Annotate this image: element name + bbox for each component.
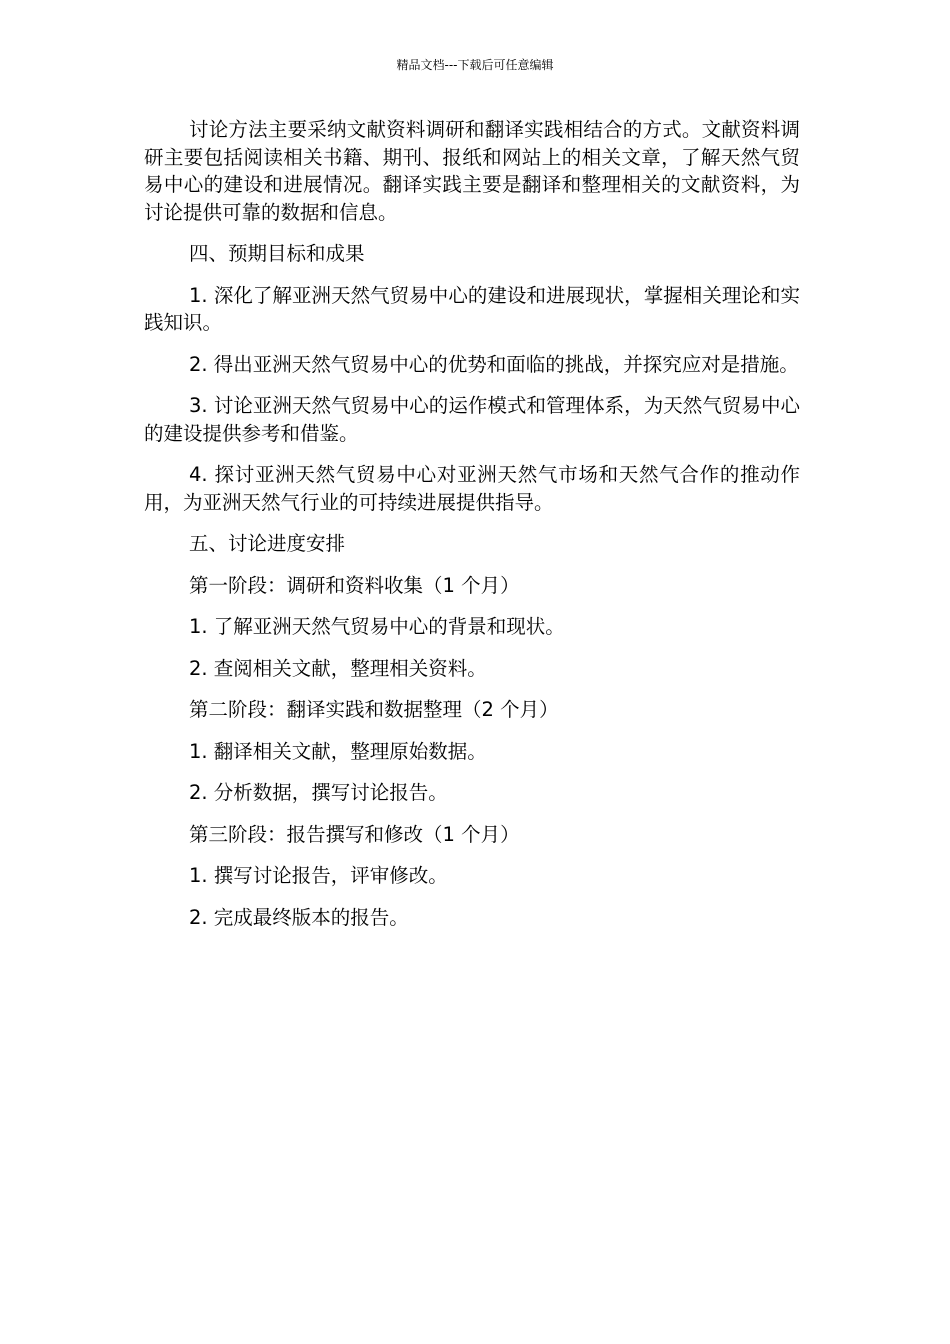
goal-item-1: 1. 深化了解亚洲天然气贸易中心的建设和进展现状，掌握相关理论和实践知识。 xyxy=(144,283,800,334)
page-header: 精品文档---下载后可任意编辑 xyxy=(396,58,554,72)
phase-1-item-2: 2. 查阅相关文献，整理相关资料。 xyxy=(189,656,487,680)
phase-heading-1: 第一阶段：调研和资料收集（1 个月） xyxy=(189,573,520,597)
goal-item-4: 4. 探讨亚洲天然气贸易中心对亚洲天然气市场和天然气合作的推动作用，为亚洲天然气行业的可持续进展提供指导。 xyxy=(144,463,800,514)
section-heading-schedule: 五、讨论进度安排 xyxy=(189,532,346,555)
goal-item-2: 2. 得出亚洲天然气贸易中心的优势和面临的挑战，并探究应对是措施。 xyxy=(189,352,799,376)
phase-3-item-2: 2. 完成最终版本的报告。 xyxy=(189,905,409,929)
phase-heading-3: 第三阶段：报告撰写和修改（1 个月） xyxy=(189,822,520,846)
phase-2-item-1: 1. 翻译相关文献，整理原始数据。 xyxy=(189,739,487,763)
document-body xyxy=(144,116,800,945)
phase-heading-2: 第二阶段：翻译实践和数据整理（2 个月） xyxy=(189,698,559,721)
goal-item-3: 3. 讨论亚洲天然气贸易中心的运作模式和管理体系，为天然气贸易中心的建设提供参考和借鉴。 xyxy=(144,394,800,445)
phase-3-item-1: 1. 撰写讨论报告，评审修改。 xyxy=(189,864,448,887)
phase-2-item-2: 2. 分析数据，撰写讨论报告。 xyxy=(189,781,448,804)
section-heading-goals: 四、预期目标和成果 xyxy=(189,242,365,265)
paragraph-research-method: 讨论方法主要采纳文献资料调研和翻译实践相结合的方式。文献资料调研主要包括阅读相关书籍、期刊、报纸和网站上的相关文章，了解天然气贸易中心的建设和进展情况。翻译实践主要是翻译和整理相关的文献资料，为讨论提供可靠的数据和信息。 xyxy=(144,118,800,224)
phase-1-item-1: 1. 了解亚洲天然气贸易中心的背景和现状。 xyxy=(189,615,565,638)
